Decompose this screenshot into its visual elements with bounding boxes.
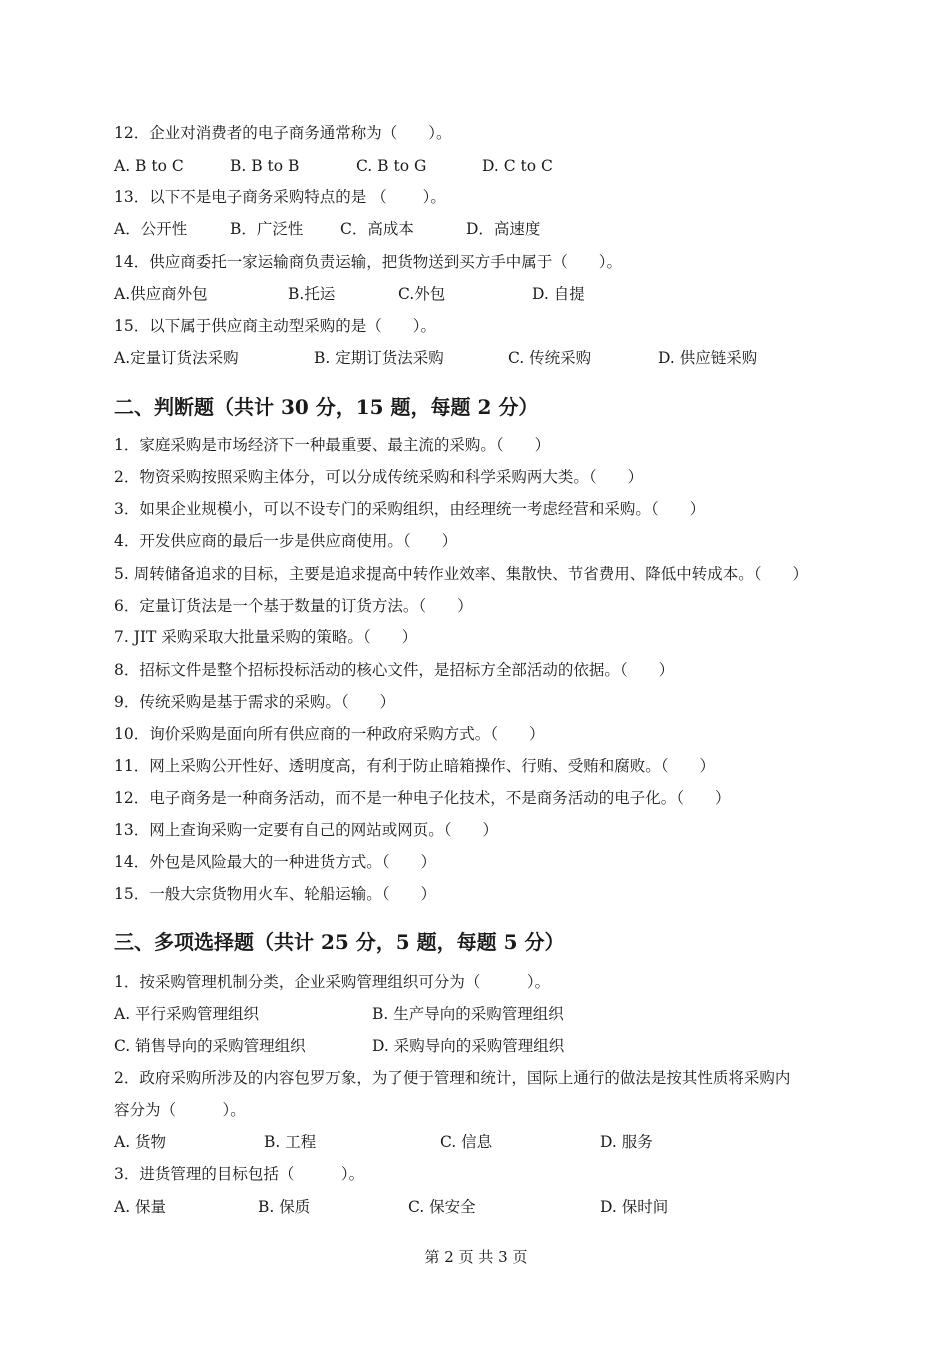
tf-item-8: 8．招标文件是整个招标投标活动的核心文件，是招标方全部活动的依据。（ ） <box>114 661 675 679</box>
option-a: A．公开性 <box>114 220 188 238</box>
option-d: D. 自提 <box>532 285 585 303</box>
option-b: B. B to B <box>230 157 300 175</box>
option-d: D. 采购导向的采购管理组织 <box>372 1037 565 1055</box>
option-c: C. B to G <box>356 157 427 175</box>
tf-item-13: 13．网上查询采购一定要有自己的网站或网页。（ ） <box>114 821 498 839</box>
tf-item-14: 14．外包是风险最大的一种进货方式。（ ） <box>114 853 436 871</box>
option-a: A. B to C <box>114 157 184 175</box>
option-b: B.托运 <box>288 285 336 303</box>
option-c: C. 传统采购 <box>508 349 592 367</box>
option-d: D. C to C <box>482 157 553 175</box>
tf-item-12: 12．电子商务是一种商务活动，而不是一种电子化技术，不是商务活动的电子化。（ ） <box>114 789 731 807</box>
ms-question-3: 3．进货管理的目标包括（ ）。 <box>114 1165 365 1183</box>
option-d: D．高速度 <box>466 220 541 238</box>
tf-item-5: 5. 周转储备追求的目标，主要是追求提高中转作业效率、集散快、节省费用、降低中转成本。（ ） <box>114 565 808 583</box>
section-heading-multi-select: 三、多项选择题（共计 25 分，5 题，每题 5 分） <box>114 930 565 954</box>
tf-item-9: 9．传统采购是基于需求的采购。（ ） <box>114 693 396 711</box>
tf-item-4: 4．开发供应商的最后一步是供应商使用。（ ） <box>114 532 458 550</box>
option-b: B. 工程 <box>264 1133 317 1151</box>
question-12: 12．企业对消费者的电子商务通常称为（ ）。 <box>114 124 452 142</box>
tf-item-1: 1．家庭采购是市场经济下一种最重要、最主流的采购。（ ） <box>114 436 551 454</box>
option-b: B. 保质 <box>258 1198 311 1216</box>
option-b: B. 生产导向的采购管理组织 <box>372 1005 564 1023</box>
option-c: C. 信息 <box>440 1133 493 1151</box>
option-b: B. 定期订货法采购 <box>314 349 444 367</box>
ms-question-2-line2: 容分为（ ）。 <box>114 1101 246 1119</box>
option-a: A. 保量 <box>114 1198 167 1216</box>
page-number: 第 2 页 共 3 页 <box>424 1248 528 1266</box>
tf-item-3: 3．如果企业规模小，可以不设专门的采购组织，由经理统一考虑经营和采购。（ ） <box>114 500 706 518</box>
question-14: 14．供应商委托一家运输商负责运输，把货物送到买方手中属于（ ）。 <box>114 253 622 271</box>
tf-item-10: 10．询价采购是面向所有供应商的一种政府采购方式。（ ） <box>114 725 545 743</box>
tf-item-11: 11．网上采购公开性好、透明度高，有利于防止暗箱操作、行贿、受贿和腐败。（ ） <box>114 757 715 775</box>
option-c: C．高成本 <box>340 220 414 238</box>
option-a: A.定量订货法采购 <box>114 349 239 367</box>
ms-question-2-line1: 2．政府采购所涉及的内容包罗万象，为了便于管理和统计，国际上通行的做法是按其性质将采购内 <box>114 1069 791 1087</box>
question-15: 15．以下属于供应商主动型采购的是（ ）。 <box>114 317 436 335</box>
option-d: D. 保时间 <box>600 1198 669 1216</box>
section-heading-true-false: 二、判断题（共计 30 分，15 题，每题 2 分） <box>114 395 539 419</box>
option-d: D. 供应链采购 <box>658 349 758 367</box>
question-13: 13．以下不是电子商务采购特点的是 （ ）。 <box>114 188 446 206</box>
option-d: D. 服务 <box>600 1133 653 1151</box>
tf-item-2: 2．物资采购按照采购主体分，可以分成传统采购和科学采购两大类。（ ） <box>114 468 644 486</box>
option-c: C.外包 <box>398 285 446 303</box>
ms-question-1: 1．按采购管理机制分类，企业采购管理组织可分为（ ）。 <box>114 973 551 991</box>
option-c: C. 销售导向的采购管理组织 <box>114 1037 306 1055</box>
option-b: B．广泛性 <box>230 220 304 238</box>
tf-item-7: 7. JIT 采购采取大批量采购的策略。（ ） <box>114 628 418 646</box>
option-a: A.供应商外包 <box>114 285 208 303</box>
option-a: A. 平行采购管理组织 <box>114 1005 260 1023</box>
option-c: C. 保安全 <box>408 1198 476 1216</box>
tf-item-6: 6．定量订货法是一个基于数量的订货方法。（ ） <box>114 597 473 615</box>
tf-item-15: 15．一般大宗货物用火车、轮船运输。（ ） <box>114 885 436 903</box>
option-a: A. 货物 <box>114 1133 167 1151</box>
